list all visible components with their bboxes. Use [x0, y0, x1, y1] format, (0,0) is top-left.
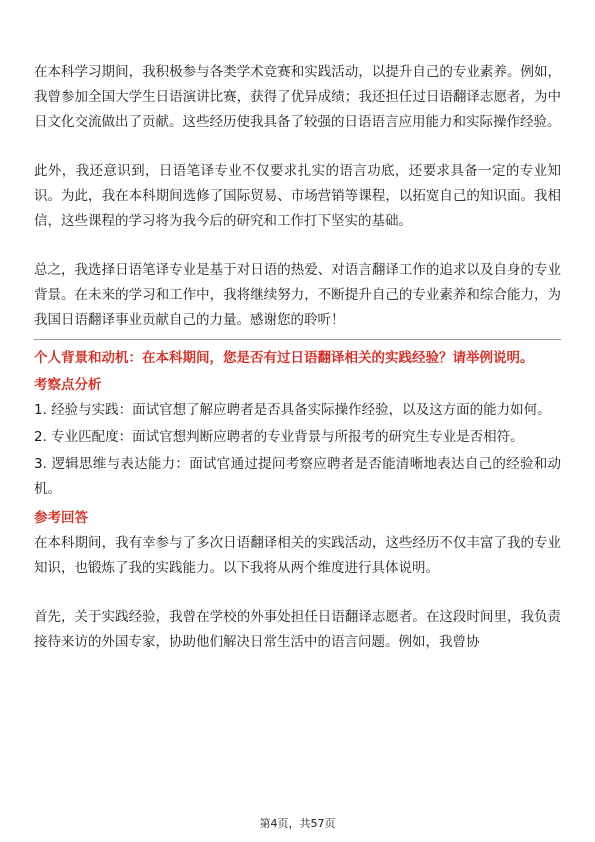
answer-heading: 参考回答: [34, 510, 88, 526]
section-divider: [34, 339, 561, 340]
intro-paragraph-2: 此外，我还意识到，日语笔译专业不仅要求扎实的语言功底，还要求具备一定的专业知识。为此，我在本科期间选修了国际贸易、市场营销等课程，以拓宽自己的知识面。我相信，这些课程的学习将为我今后的研究和工作打下坚实的基础。: [34, 163, 561, 229]
answer-paragraph-2: 首先，关于实践经验，我曾在学校的外事处担任日语翻译志愿者。在这段时间里，我负责接待来访的外国专家，协助他们解决日常生活中的语言问题。例如，我曾协: [34, 609, 561, 650]
intro-paragraph-3: 总之，我选择日语笔译专业是基于对日语的热爱、对语言翻译工作的追求以及自身的专业背景。在未来的学习和工作中，我将继续努力，不断提升自己的专业素养和综合能力，为我国日语翻译事业贡献自己的力量。感谢您的聆听！: [34, 262, 561, 328]
document-page: [34, 60, 561, 655]
paragraph-spacer: [34, 581, 561, 605]
interview-question: 个人背景和动机：在本科期间，您是否有过日语翻译相关的实践经验？请举例说明。: [34, 350, 534, 366]
analysis-heading: 考察点分析: [34, 377, 102, 393]
analysis-list: [34, 398, 561, 502]
analysis-point: 3. 逻辑思维与表达能力：面试官通过提问考察应聘者是否能清晰地表达自己的经验和动机。: [34, 456, 561, 497]
page-number-footer: 第4页，共57页: [259, 817, 336, 830]
paragraph-spacer: [34, 234, 561, 258]
intro-paragraph-1: 在本科学习期间，我积极参与各类学术竞赛和实践活动，以提升自己的专业素养。例如，我曾参加全国大学生日语演讲比赛，获得了优异成绩；我还担任过日语翻译志愿者，为中日文化交流做出了贡献。这些经历使我具备了较强的日语语言应用能力和实际操作经验。: [34, 64, 561, 130]
analysis-point: 2. 专业匹配度：面试官想判断应聘者的专业背景与所报考的研究生专业是否相符。: [34, 429, 524, 445]
paragraph-spacer: [34, 135, 561, 159]
analysis-point: 1. 经验与实践：面试官想了解应聘者是否具备实际操作经验，以及这方面的能力如何。: [34, 402, 551, 418]
answer-paragraph-1: 在本科期间，我有幸参与了多次日语翻译相关的实践活动，这些经历不仅丰富了我的专业知识，也锻炼了我的实践能力。以下我将从两个维度进行具体说明。: [34, 535, 561, 576]
